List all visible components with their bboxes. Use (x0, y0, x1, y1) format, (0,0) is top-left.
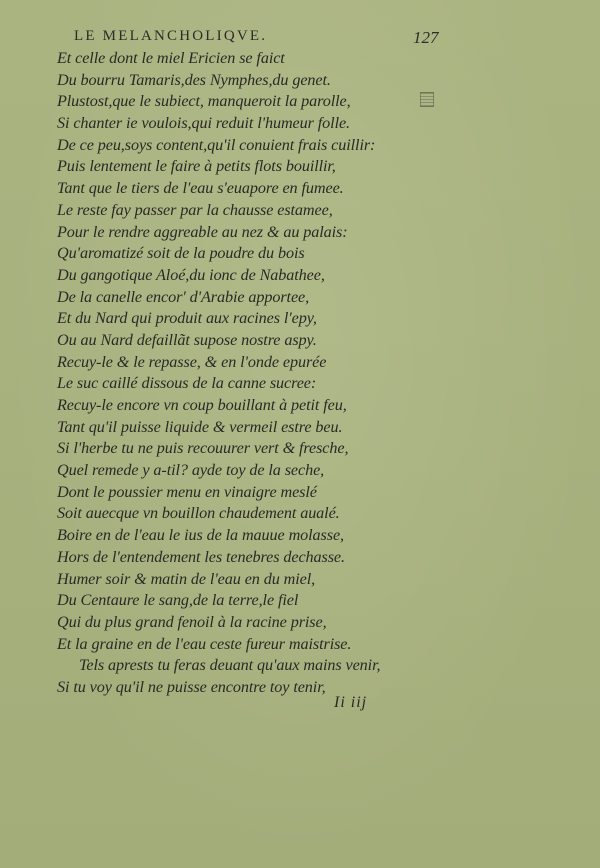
verse-line: Tant qu'il puisse liquide & vermeil estre beu. (57, 417, 343, 436)
verse-block (57, 48, 380, 699)
page-number: 127 (413, 28, 439, 47)
running-title: LE MELANCHOLIQVE. (74, 28, 268, 44)
verse-line: Qui du plus grand fenoil à la racine prise, (57, 612, 327, 631)
verse-line: Du Centaure le sang,de la terre,le fiel (57, 591, 299, 610)
signature-mark: Ii iij (334, 694, 368, 711)
verse-line: Si tu voy qu'il ne puisse encontre toy tenir, (57, 677, 326, 696)
ink-blot-icon (420, 92, 434, 107)
verse-line: Boire en de l'eau le ius de la mauue molasse, (57, 526, 344, 545)
verse-line: Et la graine en de l'eau ceste fureur maistrise. (57, 634, 352, 653)
verse-line: Et du Nard qui produit aux racines l'epy, (57, 309, 317, 328)
verse-line: Soit auecque vn bouillon chaudement aualé. (57, 504, 340, 523)
verse-line: Pour le rendre aggreable au nez & au palais: (57, 222, 348, 241)
verse-line: Tant que le tiers de l'eau s'euapore en fumee. (57, 179, 344, 198)
verse-line: Si l'herbe tu ne puis recouurer vert & fresche, (57, 439, 349, 458)
verse-line: Si chanter ie voulois,qui reduit l'humeur folle. (57, 114, 350, 133)
verse-line: Et celle dont le miel Ericien se faict (57, 49, 285, 67)
verse-line: De ce peu,soys content,qu'il conuient frais cuillir: (57, 135, 376, 154)
verse-line: Recuy-le & le repasse, & en l'onde epurée (57, 352, 327, 371)
verse-line: Puis lentement le faire à petits flots bouillir, (57, 157, 336, 176)
verse-line: Dont le poussier menu en vinaigre meslé (57, 482, 317, 501)
verse-line: Recuy-le encore vn coup bouillant à petit feu, (57, 396, 347, 414)
verse-line: Du bourru Tamaris,des Nymphes,du genet. (57, 70, 331, 89)
verse-line: Quel remede y a-til? ayde toy de la seche, (57, 461, 325, 480)
verse-line: Du gangotique Aloé,du ionc de Nabathee, (57, 265, 325, 284)
verse-line: Tels aprests tu feras deuant qu'aux mains venir, (79, 656, 381, 675)
verse-line: De la canelle encor' d'Arabie apportee, (57, 287, 310, 306)
verse-line: Humer soir & matin de l'eau en du miel, (57, 569, 316, 588)
verse-line: Qu'aromatizé soit de la poudre du bois (57, 244, 305, 263)
verse-line: Plustost,que le subiect, manqueroit la parolle, (57, 92, 351, 111)
verse-line: Le reste fay passer par la chausse estamee, (57, 200, 333, 219)
verse-line: Ou au Nard defaillãt supose nostre aspy. (57, 330, 317, 349)
verse-line: Hors de l'entendement les tenebres dechasse. (57, 547, 345, 566)
verse-line: Le suc caillé dissous de la canne sucree: (57, 374, 317, 393)
